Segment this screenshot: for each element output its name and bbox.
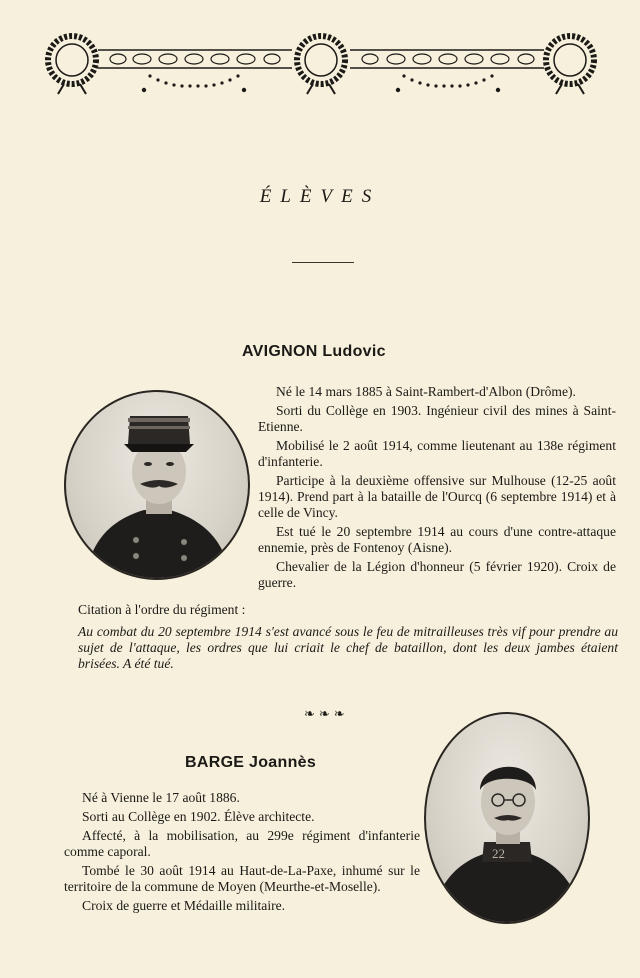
fleuron-separator: ❧❧❧ xyxy=(304,706,349,721)
soldier-portrait-image xyxy=(426,714,588,922)
entry2-bio xyxy=(64,790,420,917)
laurel-wreath-ornament xyxy=(40,28,602,98)
collar-number: 22 xyxy=(492,846,505,861)
entry1-portrait xyxy=(64,390,250,580)
entry1-paragraph: Sorti du Collège en 1903. Ingénieur civil des mines à Saint-Etienne. xyxy=(258,403,616,434)
officer-portrait-image xyxy=(66,392,248,578)
entry2-paragraph: Croix de guerre et Médaille militaire. xyxy=(82,898,286,913)
entry1-paragraph: Participe à la deuxième offensive sur Mulhouse (12-25 août 1914). Prend part à la bataille de l'Ourcq (6 septembre 1914) et à celle de Vincy. xyxy=(258,473,616,520)
entry2-paragraph: Tombé le 30 août 1914 au Haut-de-La-Paxe, inhumé sur le territoire de la commune de Moyen (Meurthe-et-Moselle). xyxy=(64,863,420,894)
entry1-paragraph: Mobilisé le 2 août 1914, comme lieutenant au 138e régiment d'infanterie. xyxy=(258,438,616,469)
entry2-surname: BARGE xyxy=(185,754,245,771)
entry1-bio xyxy=(258,384,616,594)
entry2-paragraph: Né à Vienne le 17 août 1886. xyxy=(82,790,240,805)
entry2-paragraph: Affecté, à la mobilisation, au 299e régiment d'infanterie comme caporal. xyxy=(64,828,420,859)
entry2-name xyxy=(185,754,316,772)
entry1-firstname: Ludovic xyxy=(322,343,386,360)
entry1-paragraph: Né le 14 mars 1885 à Saint-Rambert-d'Albon (Drôme). xyxy=(276,384,576,399)
title-rule xyxy=(292,262,354,263)
section-title: ÉLÈVES xyxy=(259,186,381,207)
entry1-paragraph: Est tué le 20 septembre 1914 au cours d'une contre-attaque ennemie, près de Fontenoy (Aisne). xyxy=(258,524,616,555)
entry1-name xyxy=(242,343,386,361)
entry1-paragraph: Chevalier de la Légion d'honneur (5 février 1920). Croix de guerre. xyxy=(258,559,616,590)
entry2-firstname: Joannès xyxy=(249,754,317,771)
entry2-portrait xyxy=(424,712,590,924)
citation-label: Citation à l'ordre du régiment : xyxy=(78,602,246,617)
citation-text: Au combat du 20 septembre 1914 s'est avancé sous le feu de mitrailleuses très vif pour prendre au sujet de l'attaque, les ordres que lui criait le chef de bataillon, dont les deux jambes étaient brisées. A été tué. xyxy=(78,624,618,671)
entry2-paragraph: Sorti au Collège en 1902. Élève architecte. xyxy=(82,809,315,824)
entry1-surname: AVIGNON xyxy=(242,343,318,360)
